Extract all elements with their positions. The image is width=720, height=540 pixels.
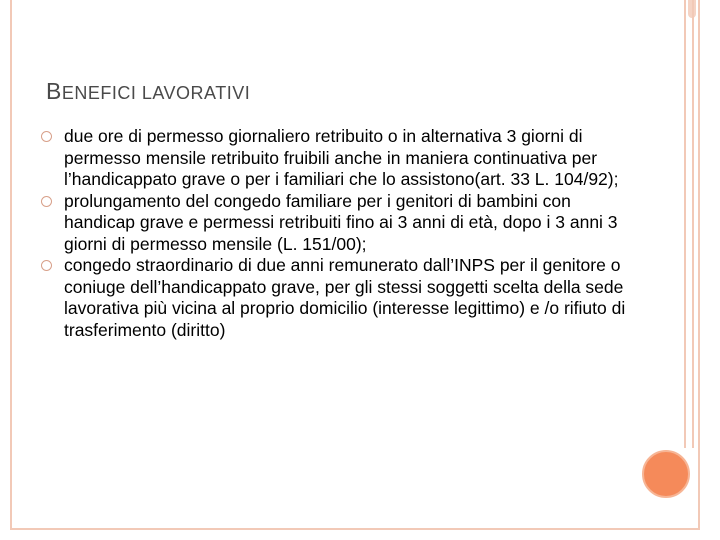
decorative-circle — [642, 450, 690, 498]
list-item — [40, 255, 630, 341]
list-item — [40, 126, 630, 191]
bullet-list — [40, 126, 630, 341]
circle-bullet-icon — [41, 260, 52, 271]
circle-bullet-icon — [41, 196, 52, 207]
slide-title — [46, 78, 250, 105]
title-initial: B — [46, 78, 62, 104]
bullet-text: congedo straordinario di due anni remunerato dall’INPS per il genitore o coniuge dell’handicappato grave, per gli stessi soggetti scelta della sede lavorativa più vicina al proprio domicilio (interesse legittimo) e /o rifiuto di trasferimento (diritto) — [64, 255, 626, 340]
bullet-text: due ore di permesso giornaliero retribuito o in alternativa 3 giorni di permesso mensile retribuito fruibili anche in maniera continuativa per l’handicappato grave o per i familiari che lo assistono(art. 33 L. 104/92); — [64, 126, 619, 189]
title-rest: ENEFICI LAVORATIVI — [61, 83, 251, 103]
decorative-side-bar — [684, 0, 694, 448]
circle-bullet-icon — [41, 131, 52, 142]
bullet-text: prolungamento del congedo familiare per i genitori di bambini con handicap grave e permessi retribuiti fino ai 3 anni di età, dopo i 3 anni 3 giorni di permesso mensile (L. 151/00); — [64, 190, 618, 254]
list-item — [40, 191, 630, 256]
